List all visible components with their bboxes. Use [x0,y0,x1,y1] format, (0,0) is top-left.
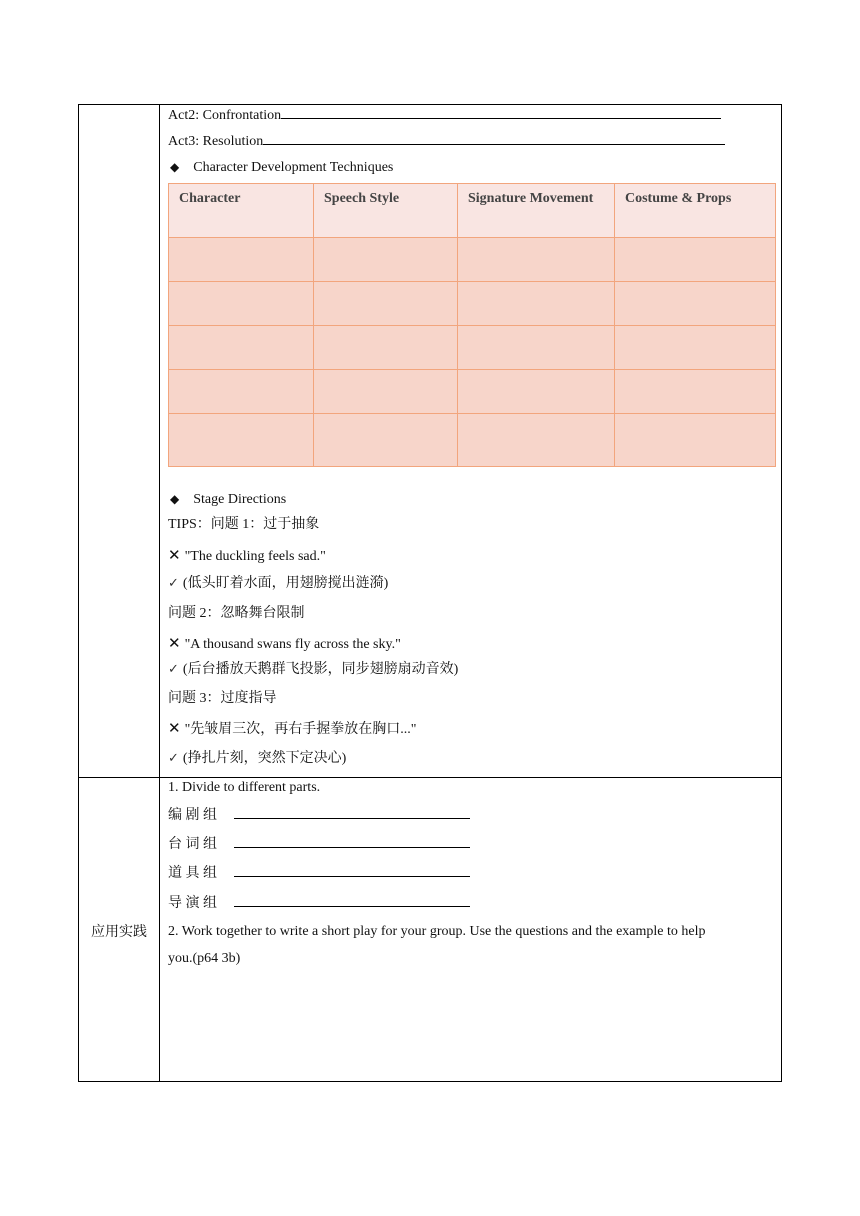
table-row [169,282,776,326]
cross-icon: ✕ [168,719,181,737]
group-blank[interactable] [234,864,470,877]
problem1-good [168,575,388,593]
table-header-cell: Character [169,184,314,238]
problem2-bad [168,634,401,654]
problem1-good-text: (低头盯着水面，用翅膀搅出涟漪) [182,576,389,591]
table-cell[interactable] [314,282,458,326]
group-writers [168,806,470,825]
table-cell[interactable] [169,238,314,282]
act3-blank [263,132,725,145]
act2-blank [281,106,721,119]
table-row [169,326,776,370]
table-header-cell: Signature Movement [458,184,615,238]
group-props [168,864,470,883]
table-cell[interactable] [458,370,615,414]
act3-line [168,132,725,151]
check-icon: ✓ [168,576,179,591]
table-row [169,414,776,467]
table-header-cell: Speech Style [314,184,458,238]
group-blank[interactable] [234,835,470,848]
table-cell[interactable] [169,282,314,326]
table-cell[interactable] [615,282,776,326]
cross-icon: ✕ [168,546,181,564]
group-label: 台 词 组 [168,837,217,852]
check-icon: ✓ [168,662,179,677]
group-blank[interactable] [234,806,470,819]
stage-directions-heading [170,490,286,509]
table-header-cell: Costume & Props [615,184,776,238]
table-cell[interactable] [314,238,458,282]
problem2-title: 问题 2：忽略舞台限制 [168,606,305,621]
table-cell[interactable] [314,414,458,467]
group-label: 道 具 组 [168,866,217,881]
step1-text: 1. Divide to different parts. [168,780,321,795]
character-dev-heading-text: Character Development Techniques [193,160,394,175]
step2-line1: 2. Work together to write a short play for your group. Use the questions and the example to help [168,924,706,939]
table-cell[interactable] [169,370,314,414]
table-cell[interactable] [314,326,458,370]
row-divider [79,777,781,778]
stage-directions-heading-text: Stage Directions [193,492,287,507]
worksheet-table [78,104,782,1082]
character-dev-table [168,183,776,467]
character-dev-heading [170,158,393,177]
table-cell[interactable] [314,370,458,414]
table-row [169,370,776,414]
table-cell[interactable] [458,414,615,467]
table-cell[interactable] [615,238,776,282]
act3-label: Act3: Resolution [168,134,264,149]
table-cell[interactable] [169,414,314,467]
table-cell[interactable] [615,370,776,414]
problem2-bad-text: "A thousand swans fly across the sky." [184,637,401,652]
problem1-bad-text: "The duckling feels sad." [184,549,326,564]
table-cell[interactable] [615,414,776,467]
table-cell[interactable] [458,238,615,282]
diamond-bullet-icon: ◆ [170,160,180,174]
problem2-good-text: (后台播放天鹅群飞投影，同步翅膀扇动音效) [182,662,459,677]
act2-label: Act2: Confrontation [168,108,282,123]
problem3-bad [168,719,417,739]
problem3-bad-text: "先皱眉三次，再右手握拳放在胸口..." [184,722,417,737]
table-cell[interactable] [615,326,776,370]
problem2-good [168,661,458,679]
problem3-good [168,750,346,768]
table-header-row [169,184,776,238]
cross-icon: ✕ [168,634,181,652]
group-label: 导 演 组 [168,896,217,911]
table-cell[interactable] [169,326,314,370]
problem3-title: 问题 3：过度指导 [168,691,277,706]
diamond-bullet-icon: ◆ [170,492,180,506]
tips-problem1-title: TIPS：问题 1：过于抽象 [168,517,320,532]
group-label: 编 剧 组 [168,808,217,823]
group-blank[interactable] [234,894,470,907]
problem3-good-text: (挣扎片刻，突然下定决心) [182,751,347,766]
act2-line [168,106,721,125]
table-cell[interactable] [458,326,615,370]
problem1-bad [168,546,326,566]
table-cell[interactable] [458,282,615,326]
group-directors [168,894,470,913]
column-divider [159,105,160,1081]
table-row [169,238,776,282]
group-lines [168,835,470,854]
check-icon: ✓ [168,751,179,766]
step2-line2: you.(p64 3b) [168,951,241,966]
application-section-label: 应用实践 [91,925,147,940]
